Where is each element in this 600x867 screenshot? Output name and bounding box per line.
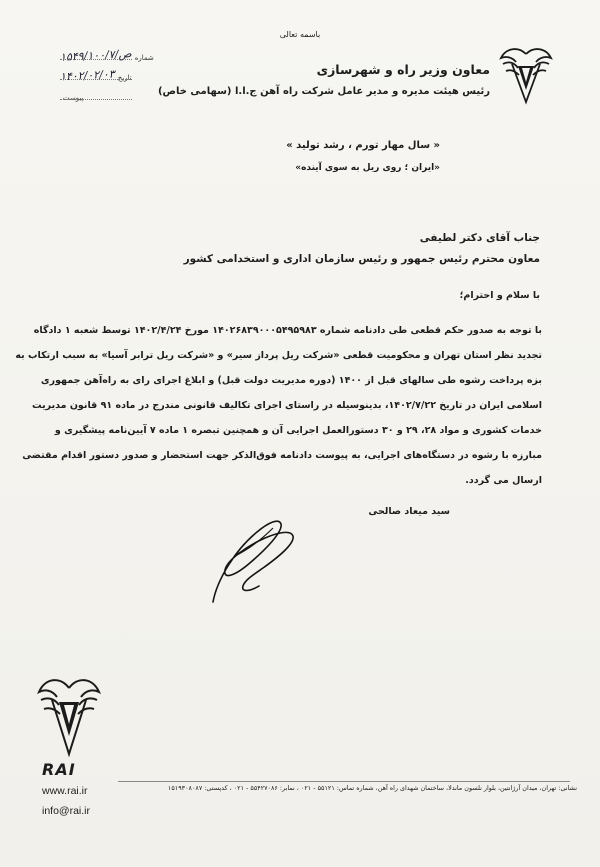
addressee-title: معاون محترم رئیس جمهور و رئیس سازمان اداری و استخدامی کشور — [183, 253, 540, 265]
number-label: شماره — [134, 54, 154, 62]
footer-divider — [118, 781, 570, 782]
slogan-year: « سال مهار تورم ، رشد تولید » — [286, 140, 440, 151]
number-value: ۱۵۴۹/۱۰۰/۷/ص — [59, 47, 132, 64]
body-line: تجدید نظر استان تهران و محکومیت قطعی «شرکت ریل پرداز سیر» و «شرکت ریل ترابر آسیا» به سبب ارتکاب به — [15, 350, 542, 361]
attachment-label: پیوست — [63, 94, 84, 102]
number-row — [60, 42, 160, 62]
bismillah-heading: باسمه تعالی — [279, 30, 321, 39]
website-link[interactable]: www.rai.ir — [42, 785, 88, 797]
rai-logo-icon — [498, 44, 554, 106]
email-link[interactable]: info@rai.ir — [42, 805, 91, 817]
date-label: تاریخ — [117, 74, 132, 82]
footer-address: نشانی: تهران، میدان آرژانتین، بلوار نلسون ماندلا، ساختمان شهدای راه آهن، شماره تماس: ۵۵۱۲۱ - ۰۲۱ ، نمابر: ۵۵۴۲۷۰۸۶ - ۰۲۱ ، کدپستی: ۱۵۱۹۳۰۸۰۸۷ — [167, 784, 577, 792]
rai-emblem-icon — [36, 672, 102, 760]
signatory-name: سید میعاد صالحی — [368, 506, 450, 517]
body-line: مبارزه با رشوه در دستگاه‌های اجرایی، به پیوست دادنامه فوق‌الذکر جهت استحضار و صدور دستور اقدام مقتضی — [22, 450, 542, 461]
letter-body — [15, 318, 542, 493]
date-value: ۱۴۰۲/۰۲/۰۳ — [59, 67, 115, 84]
date-row — [60, 62, 160, 82]
body-line: اسلامی ایران در تاریخ ۱۴۰۲/۷/۲۲، بدینوسیله در راستای اجرای تکالیف قانونی مندرج در ماده ۹۱ قانون مدیریت — [32, 400, 542, 411]
org-title: معاون وزیر راه و شهرسازی — [316, 62, 490, 77]
slogan-rail: «ایران ؛ روی ریل به سوی آینده» — [295, 163, 440, 173]
body-line: بزه پرداخت رشوه طی سالهای قبل از ۱۴۰۰ (دوره مدیریت دولت قبل) و ابلاغ اجرای رای به راه‌آهن جمهوری — [40, 375, 542, 386]
rai-wordmark: RAI — [42, 760, 76, 779]
body-line: خدمات کشوری و مواد ۲۸، ۲۹ و ۳۰ دستورالعمل اجرایی آن و همچنین تبصره ۱ ماده ۷ آیین‌نامه پیشگیری و — [54, 425, 542, 436]
handwritten-signature — [195, 510, 305, 610]
addressee-name: جناب آقای دکتر لطیفی — [419, 232, 540, 244]
greeting: با سلام و احترام؛ — [459, 290, 540, 301]
body-line: ارسال می گردد. — [465, 475, 542, 486]
org-subtitle: رئیس هیئت مدیره و مدیر عامل شرکت راه آهن ج.ا.ا (سهامی خاص) — [157, 86, 490, 97]
body-line: با توجه به صدور حکم قطعی طی دادنامه شماره ۱۴۰۲۶۸۳۹۰۰۰۵۴۹۵۹۸۳ مورخ ۱۴۰۲/۴/۲۴ توسط شعبه ۱ دادگاه — [33, 325, 542, 336]
